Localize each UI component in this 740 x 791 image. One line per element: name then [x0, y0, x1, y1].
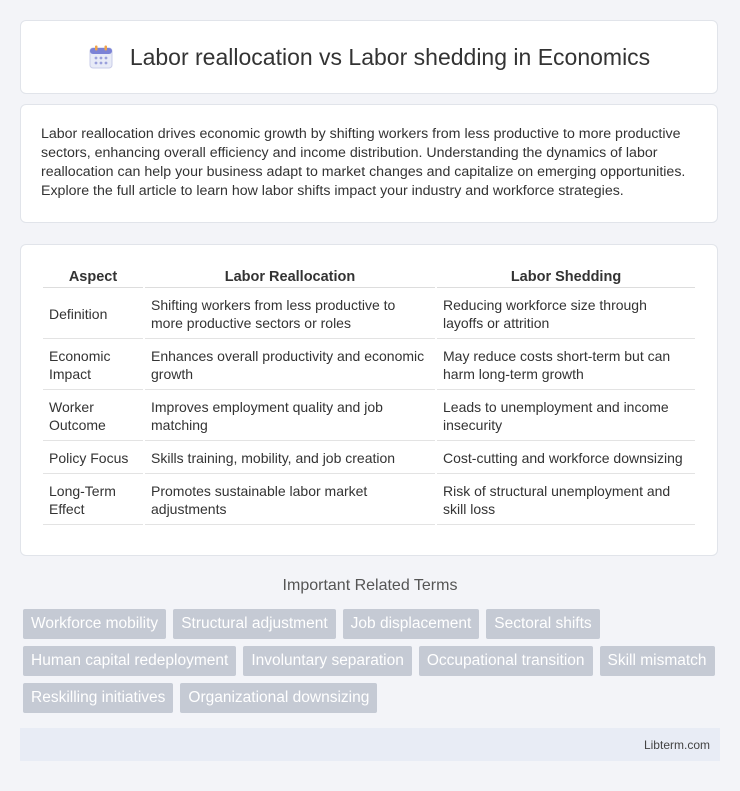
tag-sectoral-shifts[interactable]: Sectoral shifts: [486, 609, 599, 639]
cell-reallocation: Enhances overall productivity and economic growth: [145, 341, 435, 390]
table-row: [43, 290, 695, 339]
cell-aspect: Economic Impact: [43, 341, 143, 390]
tag-workforce-mobility[interactable]: Workforce mobility: [23, 609, 166, 639]
tag-occupational-transition[interactable]: Occupational transition: [419, 646, 593, 676]
tag-human-capital-redeployment[interactable]: Human capital redeployment: [23, 646, 236, 676]
cell-reallocation: Promotes sustainable labor market adjustments: [145, 476, 435, 525]
tag-reskilling-initiatives[interactable]: Reskilling initiatives: [23, 683, 173, 713]
related-terms-list: [23, 609, 723, 713]
cell-shedding: May reduce costs short-term but can harm long-term growth: [437, 341, 695, 390]
tag-job-displacement[interactable]: Job displacement: [343, 609, 480, 639]
cell-aspect: Policy Focus: [43, 443, 143, 474]
cell-shedding: Risk of structural unemployment and skill loss: [437, 476, 695, 525]
intro-text: Labor reallocation drives economic growth by shifting workers from less productive to more productive sectors, enhancing overall efficiency and income distribution. Understanding the dynamics of labor reallocation can help your business adapt to market changes and capitalize on emerging opportunities. Explore the full article to learn how labor shifts impact your industry and workforce strategies.: [41, 126, 686, 199]
related-terms-title: Important Related Terms: [282, 577, 458, 594]
footer-site-link[interactable]: Libterm.com: [643, 737, 710, 752]
footer: [20, 728, 720, 761]
header-card: [20, 20, 718, 94]
cell-aspect: Long-Term Effect: [43, 476, 143, 525]
cell-aspect: Definition: [43, 290, 143, 339]
intro-card: [20, 104, 718, 223]
header-labor-shedding: Labor Shedding: [437, 263, 695, 288]
table-row: [43, 392, 695, 441]
cell-shedding: Reducing workforce size through layoffs or attrition: [437, 290, 695, 339]
comparison-table: [41, 261, 697, 527]
table-row: [43, 443, 695, 474]
calendar-icon: [88, 44, 114, 70]
page-title: Labor reallocation vs Labor shedding in Economics: [129, 43, 651, 70]
tag-organizational-downsizing[interactable]: Organizational downsizing: [180, 683, 377, 713]
table-row: [43, 341, 695, 390]
title-wrap: [88, 44, 650, 71]
cell-aspect: Worker Outcome: [43, 392, 143, 441]
cell-shedding: Leads to unemployment and income insecurity: [437, 392, 695, 441]
table-row: [43, 476, 695, 525]
tag-structural-adjustment[interactable]: Structural adjustment: [173, 609, 335, 639]
cell-shedding: Cost-cutting and workforce downsizing: [437, 443, 695, 474]
comparison-card: [20, 244, 718, 556]
tag-involuntary-separation[interactable]: Involuntary separation: [243, 646, 412, 676]
header-labor-reallocation: Labor Reallocation: [145, 263, 435, 288]
table-header-row: [43, 263, 695, 288]
cell-reallocation: Improves employment quality and job matching: [145, 392, 435, 441]
cell-reallocation: Shifting workers from less productive to more productive sectors or roles: [145, 290, 435, 339]
tag-skill-mismatch[interactable]: Skill mismatch: [600, 646, 715, 676]
cell-reallocation: Skills training, mobility, and job creation: [145, 443, 435, 474]
header-aspect: Aspect: [43, 263, 143, 288]
